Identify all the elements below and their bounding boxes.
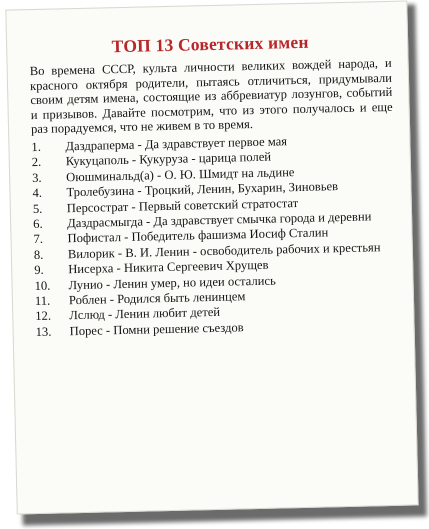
list-item-number: 12. — [35, 309, 52, 324]
list-item-text: Нисерха - Никита Сергеевич Хрущев — [68, 257, 269, 277]
list-item-number: 11. — [34, 293, 51, 309]
list-item-text: Роблен - Родился быть ленинцем — [68, 289, 246, 308]
names-list — [31, 132, 397, 340]
list-item-number: 4. — [32, 186, 43, 201]
list-item-number: 7. — [33, 232, 44, 247]
list-item-text: Персострат - Первый советский стратостат — [66, 195, 299, 215]
list-item-text: Оюшминальд(а) - О. Ю. Шмидт на льдине — [65, 164, 295, 185]
list-item-number: 6. — [33, 216, 43, 232]
list-item-text: Порес - Помни решение съездов — [69, 320, 244, 339]
list-item-text: Кукуцаполь - Кукуруза - царица полей — [65, 150, 272, 169]
list-item-number: 9. — [34, 263, 44, 278]
list-item-number: 1. — [31, 139, 42, 155]
list-item-text: Лслюд - Ленин любит детей — [69, 305, 221, 323]
list-item-text: Пофистал - Победитель фашизма Иосиф Сталин — [67, 225, 329, 246]
list-item-number: 2. — [31, 155, 42, 170]
paper-sheet — [5, 1, 418, 515]
list-item-text: Даздрасмыгда - Да здравствует смычка города и деревни — [67, 209, 372, 231]
list-item-number: 8. — [33, 247, 44, 262]
list-item-number: 13. — [35, 324, 52, 339]
intro-paragraph: Во времена СССР, культа личности великих вождей народа, и красного октября родители, пытаясь отличиться, придумывали своим детям имена, состоящие из аббревиатур лозунгов, событий и призывов. Давайте посмотрим, что из этого получалось и еще раз порадуемся, что не живем в то время. — [29, 55, 393, 137]
list-item-text: Вилорик - В. И. Ленин - освободитель рабочих и крестьян — [67, 239, 381, 262]
list-item-text: Тролебузина - Троцкий, Ленин, Бухарин, Зиновьев — [66, 179, 339, 200]
list-item-text: Даздраперма - Да здравствует первое мая — [65, 134, 288, 154]
list-item-number: 5. — [32, 201, 43, 216]
list-item-number: 10. — [34, 278, 51, 293]
list-item-number: 3. — [31, 170, 42, 185]
list-item-text: Лунио - Ленин умер, но идеи остались — [68, 273, 276, 292]
page-title: ТОП 13 Советских имен — [111, 31, 309, 57]
